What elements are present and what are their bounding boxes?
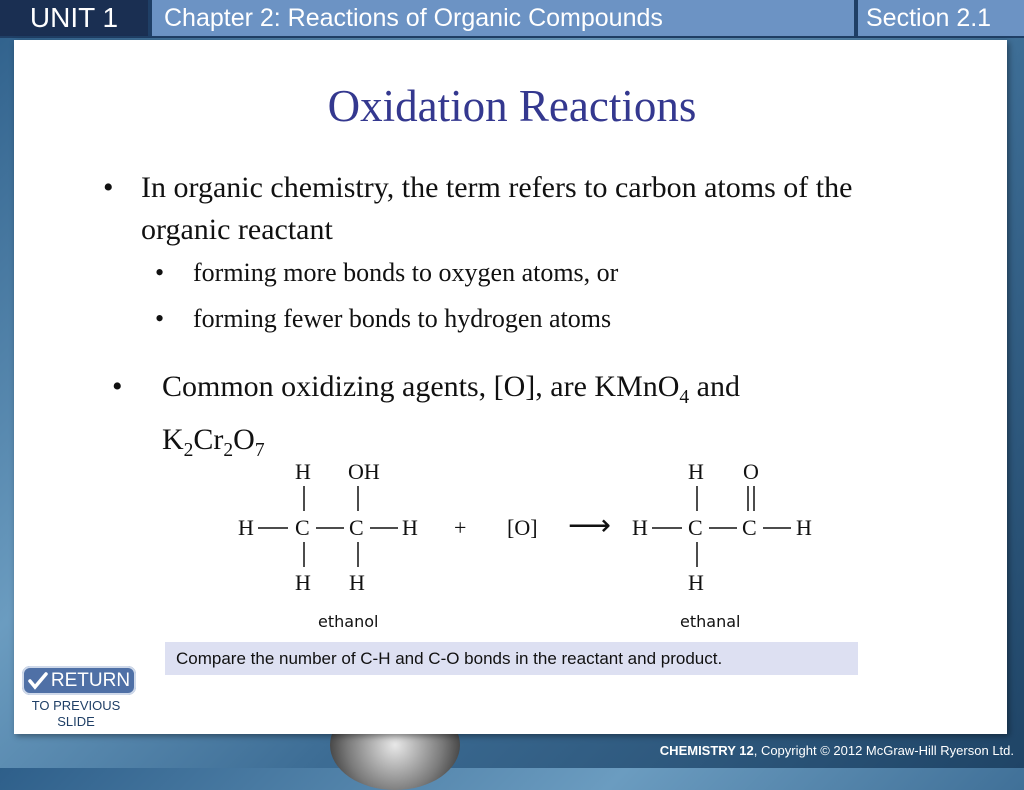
ethanol-structure <box>238 459 418 595</box>
atom-h: H <box>238 515 254 540</box>
footer-brand: CHEMISTRY 12 <box>659 743 754 758</box>
atom-h: H <box>688 459 704 484</box>
bullet-item <box>103 167 921 251</box>
atom-c: C <box>688 515 703 540</box>
atom-c: C <box>295 515 310 540</box>
atom-o: O <box>743 459 759 484</box>
sub-bullet-text: forming more bonds to oxygen atoms, or <box>193 258 619 287</box>
return-subtext[interactable]: TO PREVIOUS SLIDE <box>31 698 121 729</box>
atom-h: H <box>402 515 418 540</box>
bullet-dot: • <box>155 304 165 333</box>
atom-c: C <box>349 515 364 540</box>
bullet-text: Common oxidizing agents, [O], are KMnO$_4$ and $K_2Cr_2O_7$ <box>162 370 740 461</box>
footer-copyright-text: , Copyright © 2012 McGraw-Hill Ryerson Ltd. <box>753 743 1014 758</box>
caption-box <box>165 642 858 675</box>
ethanal-structure <box>632 459 812 595</box>
sub-bullet-item <box>155 304 612 334</box>
checkmark-icon <box>28 672 48 690</box>
atom-h: H <box>688 570 704 595</box>
oxidant-symbol: [O] <box>507 515 538 540</box>
return-button[interactable] <box>22 666 136 695</box>
sub-bullet-item <box>155 258 619 288</box>
chapter-title: Chapter 2: Reactions of Organic Compounds <box>152 0 854 36</box>
unit-label: UNIT 1 <box>0 0 148 36</box>
slide-title: Oxidation Reactions <box>327 81 697 131</box>
atom-h: H <box>295 570 311 595</box>
return-label: RETURN <box>50 669 131 691</box>
atom-c: C <box>742 515 757 540</box>
atom-h: H <box>796 515 812 540</box>
caption-text: Compare the number of C-H and C-O bonds in the reactant and product. <box>176 648 723 668</box>
reaction-diagram <box>230 455 830 635</box>
plus-sign: + <box>454 515 467 540</box>
footer-copyright <box>660 743 1014 758</box>
bullet-dot: • <box>155 258 165 287</box>
reaction-arrow: ⟶ <box>568 509 612 542</box>
bullet-text: In organic chemistry, the term refers to carbon atoms of the organic reactant <box>141 171 853 246</box>
product-label: ethanal <box>680 612 741 631</box>
section-label: Section 2.1 <box>858 0 1024 36</box>
bullet-dot: • <box>112 370 123 403</box>
atom-h: H <box>632 515 648 540</box>
atom-h: H <box>295 459 311 484</box>
bullet-dot: • <box>103 171 114 204</box>
reactant-label: ethanol <box>318 612 379 631</box>
atom-oh: OH <box>348 459 380 484</box>
header-bar <box>0 0 1024 38</box>
atom-h: H <box>349 570 365 595</box>
sub-bullet-text: forming fewer bonds to hydrogen atoms <box>193 304 612 333</box>
